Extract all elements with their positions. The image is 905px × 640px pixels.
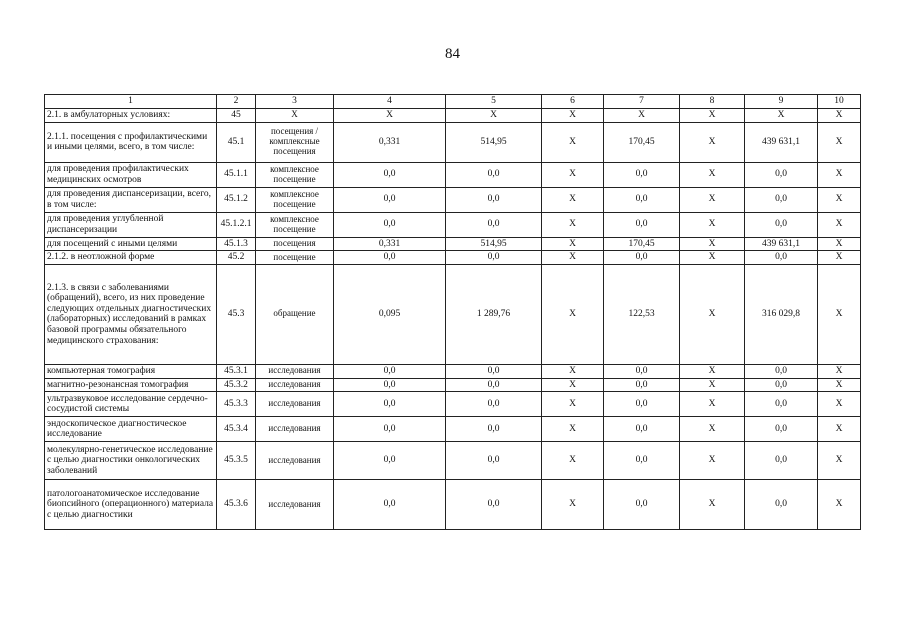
- cell-v10: Х: [818, 392, 861, 417]
- cell-v7: 0,0: [604, 417, 680, 442]
- cell-name: эндоскопическое диагностическое исследование: [45, 417, 217, 442]
- cell-name: патологоанатомическое исследование биопсийного (операционного) материала с целью диагностики: [45, 480, 217, 530]
- cell-v6: Х: [542, 264, 604, 364]
- cell-v5: 514,95: [446, 237, 542, 251]
- cell-unit: комплексное посещение: [256, 162, 334, 187]
- cell-unit: комплексное посещение: [256, 187, 334, 212]
- cell-v4: 0,0: [334, 442, 446, 480]
- table-row: [45, 417, 861, 442]
- cell-name: для проведения углубленной диспансеризации: [45, 212, 217, 237]
- cell-v5: 0,0: [446, 251, 542, 265]
- cell-v9: 0,0: [745, 187, 818, 212]
- column-header: 4: [334, 95, 446, 109]
- table-row: [45, 480, 861, 530]
- cell-v10: Х: [818, 364, 861, 378]
- cell-unit: исследования: [256, 378, 334, 392]
- cell-v5: 0,0: [446, 480, 542, 530]
- cell-v6: Х: [542, 122, 604, 162]
- cell-v7: 0,0: [604, 187, 680, 212]
- cell-unit: комплексное посещение: [256, 212, 334, 237]
- cell-v9: 0,0: [745, 212, 818, 237]
- column-header: 1: [45, 95, 217, 109]
- cell-v8: Х: [680, 480, 745, 530]
- header-row: [45, 95, 861, 109]
- cell-v8: Х: [680, 264, 745, 364]
- cell-v9: 439 631,1: [745, 237, 818, 251]
- cell-v10: Х: [818, 480, 861, 530]
- cell-v5: Х: [446, 109, 542, 123]
- cell-v4: 0,0: [334, 364, 446, 378]
- cell-unit: обращение: [256, 264, 334, 364]
- column-header: 7: [604, 95, 680, 109]
- cell-v9: 0,0: [745, 378, 818, 392]
- cell-v6: Х: [542, 212, 604, 237]
- column-header: 5: [446, 95, 542, 109]
- cell-v4: 0,0: [334, 378, 446, 392]
- table-row: [45, 162, 861, 187]
- cell-v9: 0,0: [745, 251, 818, 265]
- cell-code: 45: [217, 109, 256, 123]
- table-row: [45, 122, 861, 162]
- table-row: [45, 187, 861, 212]
- cell-v4: 0,331: [334, 237, 446, 251]
- cell-v4: 0,331: [334, 122, 446, 162]
- table-row: [45, 378, 861, 392]
- cell-v10: Х: [818, 237, 861, 251]
- cell-v10: Х: [818, 417, 861, 442]
- cell-v9: 0,0: [745, 364, 818, 378]
- cell-code: 45.1.2.1: [217, 212, 256, 237]
- cell-v6: Х: [542, 237, 604, 251]
- cell-unit: посещения: [256, 237, 334, 251]
- cell-name: 2.1.2. в неотложной форме: [45, 251, 217, 265]
- column-header: 3: [256, 95, 334, 109]
- cell-v8: Х: [680, 237, 745, 251]
- cell-code: 45.3.3: [217, 392, 256, 417]
- cell-v8: Х: [680, 378, 745, 392]
- cell-v4: 0,0: [334, 212, 446, 237]
- column-header: 2: [217, 95, 256, 109]
- cell-v5: 0,0: [446, 378, 542, 392]
- cell-v4: Х: [334, 109, 446, 123]
- cell-v7: 0,0: [604, 212, 680, 237]
- cell-v10: Х: [818, 251, 861, 265]
- cell-v5: 0,0: [446, 162, 542, 187]
- cell-v10: Х: [818, 122, 861, 162]
- cell-v8: Х: [680, 187, 745, 212]
- cell-v6: Х: [542, 187, 604, 212]
- cell-v7: Х: [604, 109, 680, 123]
- cell-name: 2.1.1. посещения с профилактическими и иными целями, всего, в том числе:: [45, 122, 217, 162]
- cell-name: 2.1.3. в связи с заболеваниями (обращений), всего, из них проведение следующих отдельных диагностических (лабораторных) исследований в рамках базовой программы обязательного медицинского страхования:: [45, 264, 217, 364]
- cell-code: 45.3.6: [217, 480, 256, 530]
- cell-v9: Х: [745, 109, 818, 123]
- cell-v6: Х: [542, 251, 604, 265]
- table-row: [45, 392, 861, 417]
- cell-v6: Х: [542, 480, 604, 530]
- cell-v8: Х: [680, 212, 745, 237]
- table-row: [45, 212, 861, 237]
- cell-v8: Х: [680, 392, 745, 417]
- cell-v9: 0,0: [745, 392, 818, 417]
- cell-v10: Х: [818, 187, 861, 212]
- cell-code: 45.1: [217, 122, 256, 162]
- table-row: [45, 109, 861, 123]
- table-row: [45, 264, 861, 364]
- cell-v6: Х: [542, 109, 604, 123]
- cell-v6: Х: [542, 392, 604, 417]
- cell-v10: Х: [818, 264, 861, 364]
- cell-v8: Х: [680, 251, 745, 265]
- cell-v10: Х: [818, 212, 861, 237]
- column-header: 8: [680, 95, 745, 109]
- cell-unit: посещение: [256, 251, 334, 265]
- cell-v7: 122,53: [604, 264, 680, 364]
- cell-v6: Х: [542, 162, 604, 187]
- cell-v7: 0,0: [604, 364, 680, 378]
- cell-name: молекулярно-генетическое исследование с целью диагностики онкологических заболеваний: [45, 442, 217, 480]
- column-header: 9: [745, 95, 818, 109]
- column-header: 10: [818, 95, 861, 109]
- cell-unit: исследования: [256, 364, 334, 378]
- cell-v6: Х: [542, 442, 604, 480]
- cell-name: ультразвуковое исследование сердечно-сосудистой системы: [45, 392, 217, 417]
- cell-v5: 514,95: [446, 122, 542, 162]
- cell-v9: 316 029,8: [745, 264, 818, 364]
- cell-code: 45.1.3: [217, 237, 256, 251]
- cell-v5: 1 289,76: [446, 264, 542, 364]
- cell-v10: Х: [818, 162, 861, 187]
- cell-v9: 0,0: [745, 480, 818, 530]
- cell-v7: 0,0: [604, 442, 680, 480]
- cell-v4: 0,095: [334, 264, 446, 364]
- table-row: [45, 251, 861, 265]
- cell-unit: Х: [256, 109, 334, 123]
- cell-v9: 0,0: [745, 162, 818, 187]
- cell-v4: 0,0: [334, 162, 446, 187]
- cell-v7: 0,0: [604, 480, 680, 530]
- cell-unit: исследования: [256, 480, 334, 530]
- cell-code: 45.3.4: [217, 417, 256, 442]
- cell-unit: исследования: [256, 392, 334, 417]
- cell-v6: Х: [542, 378, 604, 392]
- cell-v4: 0,0: [334, 480, 446, 530]
- table-body: [45, 95, 861, 530]
- cell-v8: Х: [680, 364, 745, 378]
- cell-v8: Х: [680, 122, 745, 162]
- cell-v4: 0,0: [334, 417, 446, 442]
- cell-v4: 0,0: [334, 187, 446, 212]
- cell-name: для посещений с иными целями: [45, 237, 217, 251]
- cell-name: магнитно-резонансная томография: [45, 378, 217, 392]
- cell-name: компьютерная томография: [45, 364, 217, 378]
- cell-v4: 0,0: [334, 392, 446, 417]
- cell-v5: 0,0: [446, 417, 542, 442]
- table-row: [45, 364, 861, 378]
- cell-v5: 0,0: [446, 187, 542, 212]
- data-table: [44, 94, 861, 530]
- cell-v7: 170,45: [604, 237, 680, 251]
- table-row: [45, 442, 861, 480]
- column-header: 6: [542, 95, 604, 109]
- cell-v6: Х: [542, 364, 604, 378]
- cell-v8: Х: [680, 442, 745, 480]
- cell-name: 2.1. в амбулаторных условиях:: [45, 109, 217, 123]
- cell-code: 45.1.2: [217, 187, 256, 212]
- cell-v9: 0,0: [745, 417, 818, 442]
- cell-unit: исследования: [256, 417, 334, 442]
- cell-code: 45.2: [217, 251, 256, 265]
- cell-v10: Х: [818, 109, 861, 123]
- cell-code: 45.1.1: [217, 162, 256, 187]
- cell-v8: Х: [680, 109, 745, 123]
- cell-v7: 0,0: [604, 378, 680, 392]
- cell-unit: исследования: [256, 442, 334, 480]
- cell-v6: Х: [542, 417, 604, 442]
- cell-v10: Х: [818, 442, 861, 480]
- cell-unit: посещения / комплексные посещения: [256, 122, 334, 162]
- cell-name: для проведения диспансеризации, всего, в том числе:: [45, 187, 217, 212]
- cell-code: 45.3.1: [217, 364, 256, 378]
- cell-code: 45.3: [217, 264, 256, 364]
- cell-v9: 439 631,1: [745, 122, 818, 162]
- cell-v5: 0,0: [446, 392, 542, 417]
- table-row: [45, 237, 861, 251]
- cell-v8: Х: [680, 162, 745, 187]
- cell-name: для проведения профилактических медицинских осмотров: [45, 162, 217, 187]
- cell-v9: 0,0: [745, 442, 818, 480]
- cell-v7: 170,45: [604, 122, 680, 162]
- cell-v5: 0,0: [446, 442, 542, 480]
- cell-code: 45.3.2: [217, 378, 256, 392]
- cell-v10: Х: [818, 378, 861, 392]
- cell-v7: 0,0: [604, 392, 680, 417]
- cell-v7: 0,0: [604, 251, 680, 265]
- cell-v4: 0,0: [334, 251, 446, 265]
- cell-code: 45.3.5: [217, 442, 256, 480]
- cell-v5: 0,0: [446, 364, 542, 378]
- page-number: 84: [445, 46, 460, 62]
- cell-v7: 0,0: [604, 162, 680, 187]
- cell-v5: 0,0: [446, 212, 542, 237]
- cell-v8: Х: [680, 417, 745, 442]
